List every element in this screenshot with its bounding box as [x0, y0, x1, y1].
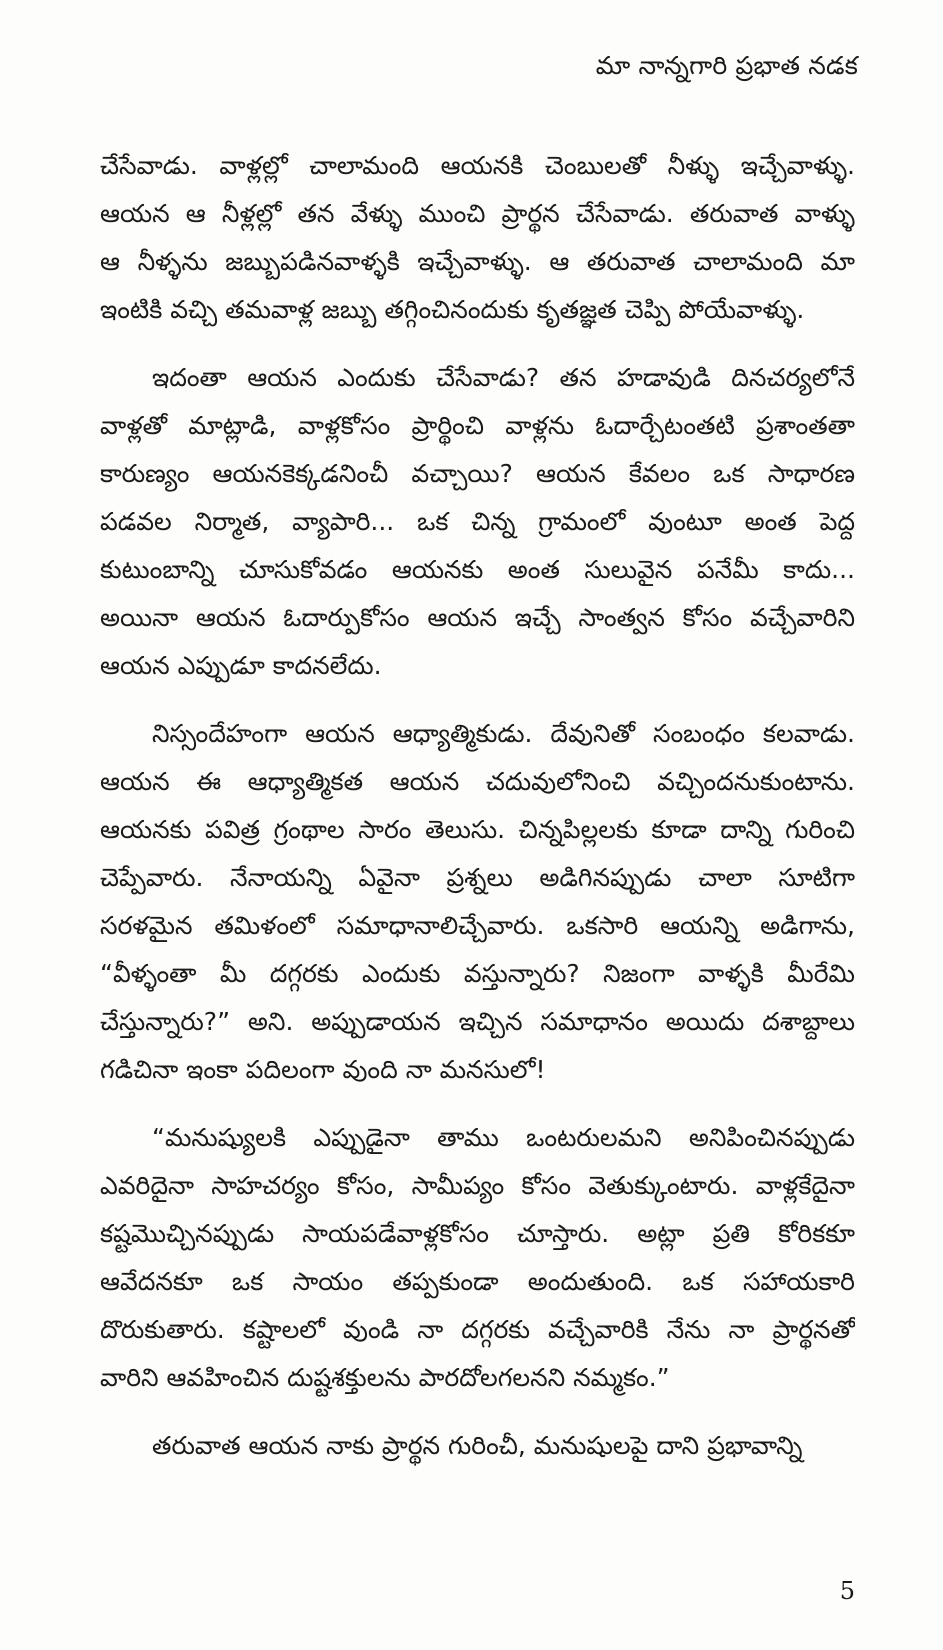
text-line: ఆయన ఆ నీళ్లల్లో తన వేళ్ళు ముంచి ప్రార్థన చేసేవాడు. తరువాత వాళ్ళు: [100, 199, 855, 228]
text-line: ఇంటికి వచ్చి తమవాళ్ల జబ్బు తగ్గించినందుకు కృతజ్ఞత చెప్పి పోయేవాళ్ళు.: [100, 295, 805, 324]
text-line: ఆవేదనకూ ఒక సాయం తప్పకుండా అందుతుంది. ఒక సహాయకారి: [100, 1267, 855, 1296]
text-line: చేస్తున్నారు?” అని. అప్పుడాయన ఇచ్చిన సమాధానం అయిదు దశాబ్దాలు: [100, 1007, 855, 1036]
text-line: నిస్సందేహంగా ఆయన ఆధ్యాత్మికుడు. దేవునితో సంబంధం కలవాడు.: [152, 719, 855, 748]
text-line: ఆయన ఎప్పుడూ కాదనలేదు.: [100, 651, 382, 680]
text-line: తరువాత ఆయన నాకు ప్రార్థన గురించీ, మనుషులపై దాని ప్రభావాన్ని: [152, 1431, 803, 1460]
text-line: ఆయన ఈ ఆధ్యాత్మికత ఆయన చదువులోనించి వచ్చిందనుకుంటాను.: [100, 767, 855, 796]
text-line: కారుణ్యం ఆయనకెక్కడనించీ వచ్చాయి? ఆయన కేవలం ఒక సాధారణ: [100, 459, 855, 488]
text-line: సరళమైన తమిళంలో సమాధానాలిచ్చేవారు. ఒకసారి ఆయన్ని అడిగాను,: [100, 911, 855, 940]
text-line: ఎవరిదైనా సాహచర్యం కోసం, సామీప్యం కోసం వెతుక్కుంటారు. వాళ్లకేదైనా: [100, 1171, 855, 1200]
text-line: వారిని ఆవహించిన దుష్టశక్తులను పారదోలగలనని నమ్మకం.”: [100, 1363, 670, 1392]
body-text: [100, 142, 855, 1490]
text-line: చేసేవాడు. వాళ్లల్లో చాలామంది ఆయనకి చెంబులతో నీళ్ళు ఇచ్చేవాళ్ళు.: [100, 151, 855, 180]
running-header-title: మా నాన్నగారి ప్రభాత నడక: [595, 51, 858, 80]
text-line: ఆ నీళ్ళను జబ్బుపడినవాళ్ళకి ఇచ్చేవాళ్ళు. ఆ తరువాత చాలామంది మా: [100, 247, 855, 276]
text-line: ఆయనకు పవిత్ర గ్రంథాల సారం తెలుసు. చిన్నపిల్లలకు కూడా దాన్ని గురించి: [100, 815, 855, 844]
text-line: ఇదంతా ఆయన ఎందుకు చేసేవాడు? తన హడావుడి దినచర్యలోనే: [152, 363, 855, 392]
text-line: గడిచినా ఇంకా పదిలంగా వుంది నా మనసులో!: [100, 1055, 546, 1084]
text-line: దొరుకుతారు. కష్టాలలో వుండి నా దగ్గరకు వచ్చేవారికి నేను నా ప్రార్థనతో: [100, 1315, 855, 1344]
text-line: వాళ్లతో మాట్లాడి, వాళ్లకోసం ప్రార్థించి వాళ్లను ఓదార్చేటంతటి ప్రశాంతతా: [100, 411, 855, 440]
paragraph-1: [100, 142, 855, 334]
text-line: అయినా ఆయన ఓదార్పుకోసం ఆయన ఇచ్చే సాంత్వన కోసం వచ్చేవారిని: [100, 603, 855, 632]
paragraph-5: [100, 1422, 855, 1470]
text-line: కుటుంబాన్ని చూసుకోవడం ఆయనకు అంత సులువైన పనేమీ కాదు...: [100, 555, 855, 584]
text-line: పడవల నిర్మాత, వ్యాపారి... ఒక చిన్న గ్రామంలో వుంటూ అంత పెద్ద: [100, 507, 855, 536]
paragraph-2: [100, 354, 855, 690]
paragraph-3: [100, 710, 855, 1094]
text-line: “వీళ్ళంతా మీ దగ్గరకు ఎందుకు వస్తున్నారు? నిజంగా వాళ్ళకి మీరేమి: [100, 959, 855, 988]
text-line: చెప్పేవారు. నేనాయన్ని ఏవైనా ప్రశ్నలు అడిగినప్పుడు చాలా సూటిగా: [100, 863, 855, 892]
text-line: “మనుష్యులకి ఎప్పుడైనా తాము ఒంటరులమని అనిపించినప్పుడు: [152, 1123, 855, 1152]
text-line: కష్టమొచ్చినప్పుడు సాయపడేవాళ్లకోసం చూస్తారు. అట్లా ప్రతి కోరికకూ: [100, 1219, 855, 1248]
paragraph-4-quote: [100, 1114, 855, 1402]
page-number: 5: [839, 1577, 855, 1605]
